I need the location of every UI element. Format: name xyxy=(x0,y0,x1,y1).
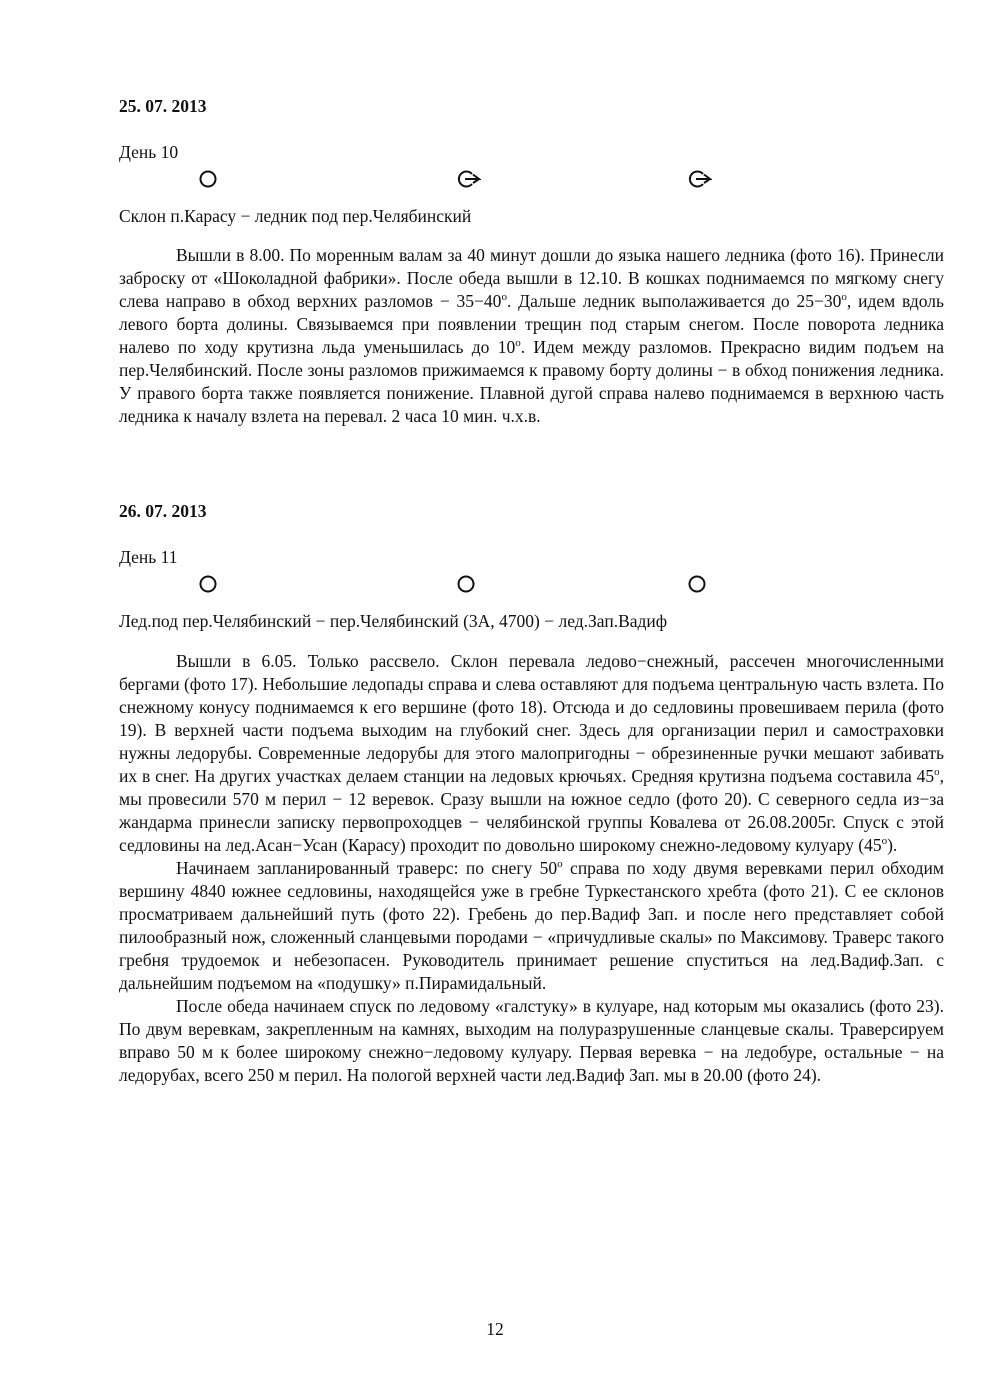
route-title: Склон п.Карасу − ледник под пер.Челябинский xyxy=(119,206,472,226)
paragraph: После обеда начинаем спуск по ледовому «галстуку» в кулуаре, над которым мы оказались (фото 23). По двум веревкам, закрепленным на камнях, выходим на полуразрушенные сланцевые скалы. Траверсируем вправо 50 м к более широкому снежно−ледовому кулуару. Первая веревка − на ледобуре, остальные − на ледорубах, всего 250 м перил. На пологой верхней части лед.Вадиф Зап. мы в 20.00 (фото 24). xyxy=(119,996,944,1085)
degree-mark: о xyxy=(841,291,847,304)
degree-mark: о xyxy=(515,337,521,350)
weather-row xyxy=(0,573,990,597)
degree-mark: о xyxy=(934,766,940,779)
sun-partly-cloudy-icon xyxy=(686,168,708,190)
route-title: Лед.под пер.Челябинский − пер.Челябинский (3А, 4700) − лед.Зап.Вадиф xyxy=(119,611,668,631)
degree-mark: о xyxy=(557,858,563,871)
sun-clear-icon xyxy=(686,573,708,595)
entry-date: 25. 07. 2013 xyxy=(119,96,207,116)
degree-mark: о xyxy=(501,291,507,304)
paragraph: Вышли в 6.05. Только рассвело. Склон перевала ледово−снежный, рассечен многочисленными бергами (фото 17). Небольшие ледопады справа и слева оставляют для подъема центральную часть взлета. По снежному конусу поднимаемся к его вершине (фото 18). Отсюда и до седловины провешиваем перила (фото 19). В верхней части подъема выходим на глубокий снег. Здесь для организации перил и самостраховки нужны ледорубы. Современные ледорубы для этого малопригодны − обрезиненные ручки мешают забивать их в снег. На других участках делаем станции на ледовых крючьях. Средняя крутизна подъема составила $45^о$, мы провесили 570 м перил − 12 веревок. Сразу вышли на южное седло (фото 20). С северного седла из−за жандарма принесли записку первопроходцев − челябинской группы Ковалева от 26.08.2005г. Спуск с этой седловины на лед.Асан−Усан (Карасу) проходит по довольно широкому снежно-ледовому кулуару $(45^о)$. xyxy=(119,651,944,855)
paragraph: Начинаем запланированный траверс: по снегу $50^о$ справа по ходу двумя веревками перил обходим вершину 4840 южнее седловины, находящейся уже в гребне Туркестанского хребта (фото 21). С ее склонов просматриваем дальнейший путь (фото 22). Гребень до пер.Вадиф Зап. и после него представляет собой пилообразный нож, сложенный сланцевыми породами − «причудливые скалы» по Максимову. Траверс такого гребня трудоемок и небезопасен. Руководитель принимает решение спуститься на лед.Вадиф.Зап. с дальнейшим подъемом на «подушку» п.Пирамидальный. xyxy=(119,858,944,993)
sun-clear-icon xyxy=(455,573,477,595)
sun-clear-icon xyxy=(197,573,219,595)
entry-body xyxy=(119,650,944,1087)
day-label: День 11 xyxy=(119,547,178,567)
entry-date: 26. 07. 2013 xyxy=(119,501,207,521)
entry-body xyxy=(119,244,944,428)
paragraph: Вышли в 8.00. По моренным валам за 40 минут дошли до языка нашего ледника (фото 16). Принесли заброску от «Шоколадной фабрики». После обеда вышли в 12.10. В кошках поднимаемся по мягкому снегу слева направо в обход верхних разломов − $35-40^о$. Дальше ледник выполаживается до $25-30^о$, идем вдоль левого борта долины. Связываемся при появлении трещин под старым снегом. После поворота ледника налево по ходу крутизна льда уменьшилась до $10^о$. Идем между разломов. Прекрасно видим подъем на пер.Челябинский. После зоны разломов прижимаемся к правому борту долины − в обход понижения ледника. У правого борта также появляется понижение. Плавной дугой справа налево поднимаемся в верхнюю часть ледника к началу взлета на перевал. 2 часа 10 мин. ч.х.в. xyxy=(119,245,945,426)
degree-mark: о xyxy=(881,835,888,848)
weather-row xyxy=(0,168,990,192)
day-label: День 10 xyxy=(119,142,179,162)
sun-partly-cloudy-icon xyxy=(455,168,477,190)
page-number: 12 xyxy=(486,1319,504,1339)
sun-clear-icon xyxy=(197,168,219,190)
